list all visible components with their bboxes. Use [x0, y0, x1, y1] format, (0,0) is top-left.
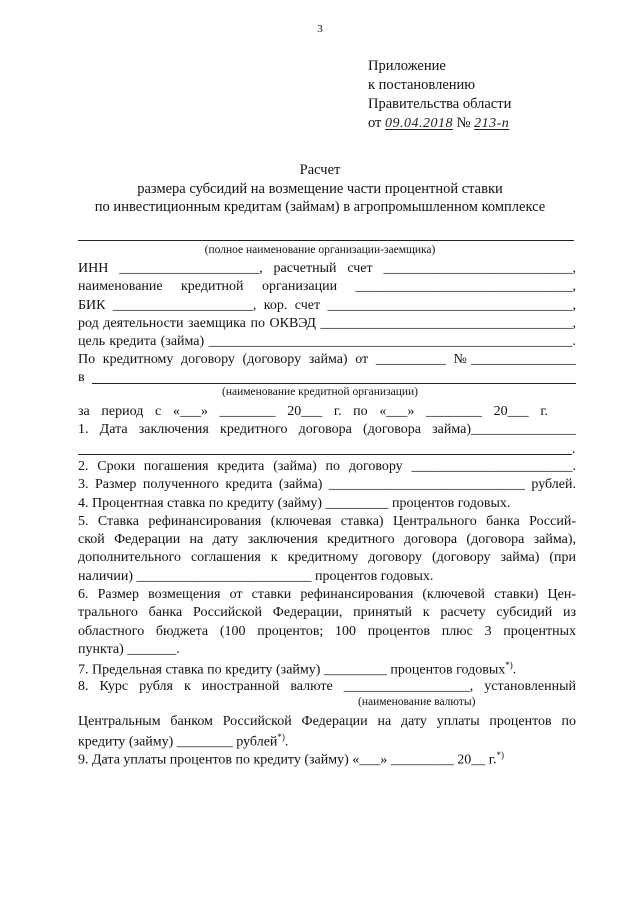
item-9-text: 9. Дата уплаты процентов по кредиту (займу) «___» _________ 20__ г. [78, 752, 497, 768]
item-8: 8. Курс рубля к иностранной валюте __________________, установленный [78, 679, 576, 694]
item-5-line-1: 5. Ставка рефинансирования (ключевая ставка) Центрального банка Россий- [78, 514, 576, 529]
bik-line: БИК ____________________, кор. счет ___________________________________, [78, 298, 576, 313]
item-5-line-3: дополнительного соглашения к кредитному договору (договору займа) (при [78, 550, 576, 565]
item-5-line-2: ской Федерации на дату заключения кредитного договора (договора займа), [78, 532, 576, 547]
item-4: 4. Процентная ставка по кредиту (займу) _________ процентов годовых. [78, 496, 511, 511]
item-9-footnote-mark: *) [496, 750, 504, 760]
bank-name-line [92, 383, 576, 384]
appendix-number-sign: № [456, 115, 471, 131]
appendix-date-prefix: от [368, 115, 382, 131]
item-8-line-2: Центральным банком Российской Федерации на дату уплаты процентов по [78, 714, 576, 729]
period-line: за период с «___» ________ 20___ г. по «___» ________ 20___ г. [78, 404, 548, 419]
item-9 [78, 751, 504, 768]
appendix-line-2: к постановлению [368, 77, 476, 93]
item-6-line-4: пункта) _______. [78, 642, 180, 657]
item-6-line-2: трального банка Российской Федерации, принятый к расчету субсидий из [78, 605, 576, 620]
item-7-text: 7. Предельная ставка по кредиту (займу) _________ процентов годовых [78, 662, 506, 678]
item-7-footnote-mark: *) [505, 660, 513, 670]
purpose-line: цель кредита (займа) ____________________________________________________. [78, 334, 576, 349]
appendix-date-value: 09.04.2018 [385, 116, 454, 131]
appendix-line-1: Приложение [368, 58, 446, 74]
title-line-3: по инвестиционным кредитам (займам) в агропромышленном комплексе [94, 199, 546, 215]
org-name-caption: (полное наименование организации-заемщика) [204, 244, 436, 256]
item-3: 3. Размер полученного кредита (займа) ____________________________ рублей. [78, 477, 576, 492]
org-name-line [78, 240, 574, 241]
credit-org-line: наименование кредитной организации _______________________________, [78, 279, 576, 294]
inn-line: ИНН ____________________, расчетный счет ___________________________, [78, 261, 576, 276]
page-number: 3 [317, 23, 323, 35]
item-7-end: . [512, 662, 517, 678]
item-1-end: . [572, 442, 576, 457]
item-8-end: . [284, 734, 289, 750]
currency-caption: (наименование валюты) [358, 696, 476, 708]
item-1-continuation-line [78, 454, 572, 455]
appendix-line-3: Правительства области [368, 96, 512, 112]
okved-line: род деятельности заемщика по ОКВЭД ____________________________________, [78, 316, 576, 331]
appendix-date-line [368, 116, 509, 131]
item-8-line-3 [78, 733, 288, 750]
item-8-footnote-mark: *) [277, 732, 285, 742]
item-1: 1. Дата заключения кредитного договора (договора займа)_______________ [78, 422, 576, 437]
bank-prefix: в [78, 370, 85, 385]
title-line-1: Расчет [299, 162, 341, 178]
contract-line: По кредитному договору (договору займа) от __________ №_______________ [78, 352, 576, 367]
item-8-line-3-text: кредиту (займу) ________ рублей [78, 734, 278, 750]
item-2: 2. Сроки погашения кредита (займа) по договору _______________________. [78, 459, 576, 474]
item-7 [78, 661, 516, 678]
item-6-line-3: областного бюджета (100 процентов; 100 процентов плюс 3 процентных [78, 624, 576, 639]
appendix-number-value: 213-п [474, 116, 510, 131]
item-6-line-1: 6. Размер возмещения от ставки рефинансирования (ключевой ставки) Цен- [78, 587, 576, 602]
title-line-2: размера субсидий на возмещение части процентной ставки [137, 181, 503, 197]
item-5-line-4: наличии) _________________________ процентов годовых. [78, 569, 434, 584]
bank-name-caption: (наименование кредитной организации) [221, 386, 419, 398]
